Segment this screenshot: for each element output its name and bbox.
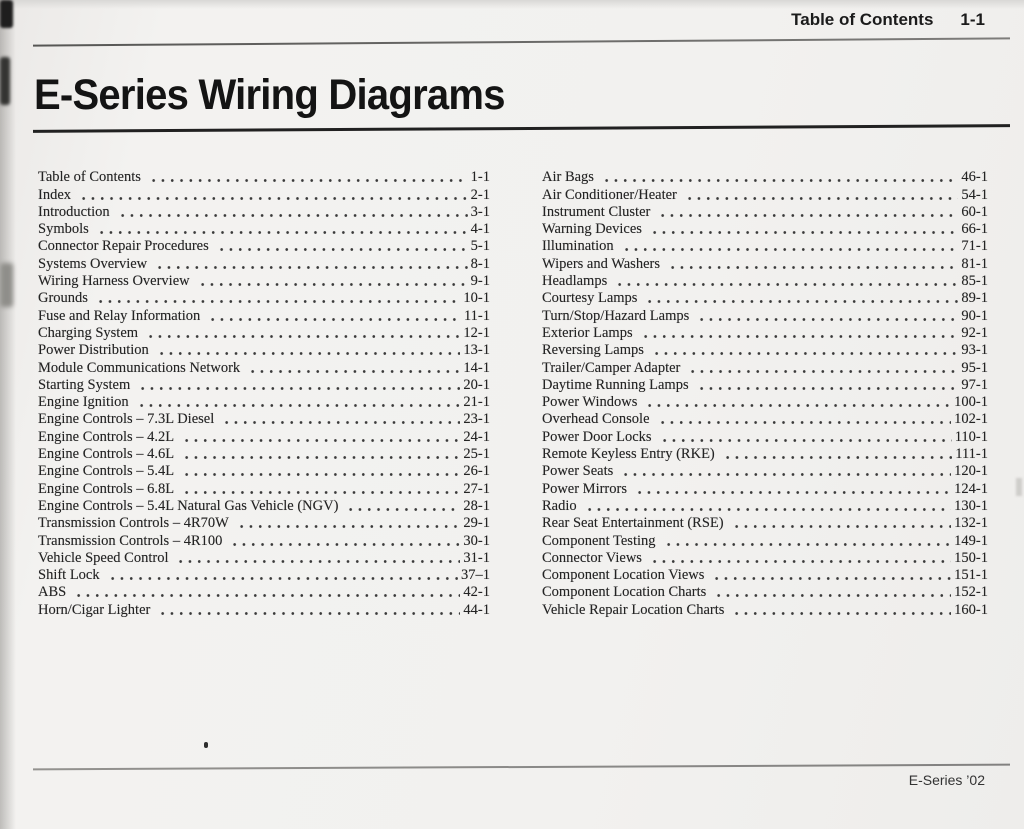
dot-leader xyxy=(215,246,468,252)
toc-entry xyxy=(542,567,988,584)
dot-leader xyxy=(206,316,461,322)
toc-entry-title: Engine Controls – 7.3L Diesel xyxy=(38,411,215,428)
footer-edition-label: E-Series ’02 xyxy=(908,772,985,788)
toc-entry-title: Power Windows xyxy=(542,394,638,411)
toc-entry-title: Shift Lock xyxy=(38,567,100,584)
toc-entry-title: Remote Keyless Entry (RKE) xyxy=(542,446,715,463)
toc-entry-page: 46-1 xyxy=(961,169,988,186)
toc-entry xyxy=(542,186,988,203)
scan-artifact-speck xyxy=(204,742,208,748)
toc-entry xyxy=(38,169,490,186)
toc-entry-page: 29-1 xyxy=(463,515,490,532)
toc-entry-title: Instrument Cluster xyxy=(542,203,651,220)
toc-entry-page: 2-1 xyxy=(470,186,490,203)
toc-entry-title: Connector Views xyxy=(542,549,642,566)
dot-leader xyxy=(94,298,460,304)
toc-entry-title: Courtesy Lamps xyxy=(542,290,638,307)
dot-leader xyxy=(639,333,959,339)
toc-entry xyxy=(38,550,490,567)
toc-entry-title: Engine Controls – 4.2L xyxy=(38,428,175,445)
toc-entry-page: 110-1 xyxy=(954,428,988,445)
toc-entry-title: Engine Ignition xyxy=(38,394,129,411)
dot-leader xyxy=(683,195,959,201)
dot-leader xyxy=(156,610,460,616)
dot-leader xyxy=(648,558,951,564)
toc-entry-title: Index xyxy=(38,186,72,203)
toc-entry-title: Module Communications Network xyxy=(38,359,241,376)
toc-entry-page: 85-1 xyxy=(961,273,988,290)
toc-entry-page: 42-1 xyxy=(463,584,490,601)
toc-entry xyxy=(38,377,490,394)
header-rule xyxy=(33,37,1010,46)
toc-entry-page: 12-1 xyxy=(463,324,490,341)
toc-entry-title: Power Seats xyxy=(542,463,614,480)
toc-entry xyxy=(38,394,490,411)
toc-entry-page: 152-1 xyxy=(954,584,988,601)
toc-entry-title: Vehicle Speed Control xyxy=(38,549,169,566)
toc-entry-title: Radio xyxy=(542,497,577,514)
toc-entry xyxy=(542,325,988,342)
toc-entry-page: 27-1 xyxy=(463,480,490,497)
toc-entry-title: Connector Repair Procedures xyxy=(38,238,209,255)
scan-top-shadow xyxy=(0,0,1024,9)
toc-entry-page: 130-1 xyxy=(954,497,988,514)
toc-entry xyxy=(542,428,988,445)
toc-column-right xyxy=(542,169,988,619)
dot-leader xyxy=(196,281,468,287)
toc-entry-page: 149-1 xyxy=(954,532,988,549)
dot-leader xyxy=(235,523,461,529)
dot-leader xyxy=(695,316,958,322)
toc-entry-page: 26-1 xyxy=(463,463,490,480)
toc-entry xyxy=(542,255,988,272)
table-of-contents xyxy=(38,169,988,619)
toc-entry xyxy=(542,498,988,515)
toc-entry xyxy=(38,480,490,497)
toc-entry-title: Illumination xyxy=(542,238,614,255)
page-header xyxy=(791,10,985,30)
toc-entry xyxy=(38,428,490,445)
scan-artifact-smudge xyxy=(0,57,10,105)
toc-entry-title: Exterior Lamps xyxy=(542,324,633,341)
title-rule xyxy=(33,124,1010,133)
scan-artifact-smudge xyxy=(0,0,13,28)
dot-leader xyxy=(613,281,958,287)
dot-leader xyxy=(643,402,951,408)
toc-entry xyxy=(542,204,988,221)
toc-entry-title: Horn/Cigar Lighter xyxy=(38,601,151,618)
toc-entry-title: Wiring Harness Overview xyxy=(38,273,190,290)
toc-entry xyxy=(542,238,988,255)
toc-entry-title: Power Mirrors xyxy=(542,480,627,497)
dot-leader xyxy=(600,177,958,183)
dot-leader xyxy=(155,350,461,356)
toc-entry-title: Power Distribution xyxy=(38,342,149,359)
toc-entry-page: 120-1 xyxy=(954,463,988,480)
toc-entry-title: Fuse and Relay Information xyxy=(38,307,201,324)
toc-entry-page: 160-1 xyxy=(954,601,988,618)
toc-entry-page: 111-1 xyxy=(955,446,988,463)
scan-artifact-smudge xyxy=(0,263,13,307)
dot-leader xyxy=(106,575,458,581)
toc-entry-title: ABS xyxy=(38,584,67,601)
toc-entry xyxy=(38,359,490,376)
toc-entry xyxy=(38,204,490,221)
toc-entry xyxy=(542,359,988,376)
toc-entry-page: 92-1 xyxy=(961,324,988,341)
toc-entry-page: 21-1 xyxy=(463,394,490,411)
toc-entry-title: Engine Controls – 6.8L xyxy=(38,480,175,497)
toc-entry-title: Air Bags xyxy=(542,169,594,186)
toc-entry-title: Trailer/Camper Adapter xyxy=(542,359,681,376)
toc-entry-title: Reversing Lamps xyxy=(542,342,644,359)
toc-entry-title: Systems Overview xyxy=(38,255,148,272)
toc-entry-page: 1-1 xyxy=(470,169,490,186)
toc-entry-title: Transmission Controls – 4R100 xyxy=(38,532,223,549)
toc-entry-page: 10-1 xyxy=(463,290,490,307)
toc-entry-page: 90-1 xyxy=(961,307,988,324)
toc-entry xyxy=(38,255,490,272)
toc-entry xyxy=(542,342,988,359)
toc-entry-page: 5-1 xyxy=(470,238,490,255)
toc-entry-page: 124-1 xyxy=(954,480,988,497)
scan-artifact-edge-mark xyxy=(1016,478,1022,496)
toc-entry-title: Turn/Stop/Hazard Lamps xyxy=(542,307,690,324)
toc-entry-title: Component Location Views xyxy=(542,567,705,584)
toc-entry-page: 30-1 xyxy=(463,532,490,549)
toc-entry xyxy=(542,273,988,290)
dot-leader xyxy=(246,368,460,374)
toc-entry-page: 25-1 xyxy=(463,446,490,463)
toc-entry xyxy=(38,601,490,618)
dot-leader xyxy=(344,506,460,512)
toc-entry xyxy=(542,221,988,238)
toc-entry-page: 81-1 xyxy=(961,255,988,272)
toc-entry-title: Charging System xyxy=(38,324,139,341)
toc-entry xyxy=(542,601,988,618)
toc-entry xyxy=(542,584,988,601)
toc-entry xyxy=(38,290,490,307)
toc-entry xyxy=(542,307,988,324)
toc-entry-page: 102-1 xyxy=(954,411,988,428)
dot-leader xyxy=(180,471,460,477)
dot-leader xyxy=(116,212,468,218)
page-title: E-Series Wiring Diagrams xyxy=(34,71,505,119)
dot-leader xyxy=(656,419,952,425)
toc-entry-page: 14-1 xyxy=(463,359,490,376)
toc-entry-title: Overhead Console xyxy=(542,411,650,428)
toc-entry-title: Air Conditioner/Heater xyxy=(542,186,677,203)
dot-leader xyxy=(228,541,460,547)
toc-entry xyxy=(38,446,490,463)
toc-entry-title: Headlamps xyxy=(542,273,608,290)
toc-entry xyxy=(38,221,490,238)
dot-leader xyxy=(730,523,952,529)
scan-left-edge-shadow xyxy=(0,0,16,829)
toc-entry xyxy=(542,446,988,463)
dot-leader xyxy=(180,489,460,495)
toc-entry xyxy=(38,342,490,359)
dot-leader xyxy=(95,229,468,235)
toc-entry-page: 66-1 xyxy=(961,221,988,238)
toc-entry xyxy=(542,463,988,480)
dot-leader xyxy=(220,419,460,425)
toc-entry-page: 93-1 xyxy=(961,342,988,359)
header-page-number: 1-1 xyxy=(960,10,985,29)
dot-leader xyxy=(619,471,951,477)
toc-entry-title: Engine Controls – 5.4L xyxy=(38,463,175,480)
toc-entry-page: 132-1 xyxy=(954,515,988,532)
dot-leader xyxy=(144,333,460,339)
toc-entry xyxy=(38,463,490,480)
toc-entry-title: Wipers and Washers xyxy=(542,255,660,272)
dot-leader xyxy=(686,368,958,374)
dot-leader xyxy=(180,454,460,460)
dot-leader xyxy=(77,195,468,201)
dot-leader xyxy=(650,350,959,356)
toc-entry-page: 71-1 xyxy=(961,238,988,255)
toc-entry xyxy=(38,498,490,515)
toc-entry-page: 60-1 xyxy=(961,203,988,220)
dot-leader xyxy=(643,298,958,304)
dot-leader xyxy=(633,489,951,495)
dot-leader xyxy=(72,592,460,598)
toc-entry xyxy=(542,290,988,307)
dot-leader xyxy=(136,385,460,391)
toc-entry-title: Vehicle Repair Location Charts xyxy=(542,601,725,618)
toc-entry xyxy=(542,394,988,411)
toc-entry-title: Daytime Running Lamps xyxy=(542,376,689,393)
dot-leader xyxy=(153,264,468,270)
header-section-label: Table of Contents xyxy=(791,10,934,29)
toc-entry xyxy=(542,550,988,567)
toc-entry xyxy=(38,307,490,324)
toc-entry-page: 95-1 xyxy=(961,359,988,376)
toc-entry xyxy=(38,238,490,255)
toc-entry xyxy=(542,377,988,394)
toc-entry-title: Engine Controls – 5.4L Natural Gas Vehicle (NGV) xyxy=(38,497,339,514)
dot-leader xyxy=(666,264,958,270)
toc-entry-title: Grounds xyxy=(38,290,88,307)
toc-entry xyxy=(542,411,988,428)
dot-leader xyxy=(174,558,460,564)
dot-leader xyxy=(658,437,952,443)
toc-entry-page: 3-1 xyxy=(470,203,490,220)
toc-entry-page: 9-1 xyxy=(470,273,490,290)
toc-entry-page: 151-1 xyxy=(954,567,988,584)
dot-leader xyxy=(656,212,958,218)
toc-entry-page: 31-1 xyxy=(463,549,490,566)
toc-entry-page: 24-1 xyxy=(463,428,490,445)
toc-entry-page: 100-1 xyxy=(954,394,988,411)
toc-entry xyxy=(542,532,988,549)
toc-entry xyxy=(542,515,988,532)
toc-entry-page: 89-1 xyxy=(961,290,988,307)
dot-leader xyxy=(695,385,959,391)
dot-leader xyxy=(648,229,959,235)
toc-entry-page: 8-1 xyxy=(470,255,490,272)
toc-entry-page: 44-1 xyxy=(463,601,490,618)
toc-entry-page: 4-1 xyxy=(470,221,490,238)
toc-entry-page: 97-1 xyxy=(961,376,988,393)
toc-entry-page: 37–1 xyxy=(461,567,490,584)
toc-entry-title: Component Testing xyxy=(542,532,656,549)
toc-entry xyxy=(542,169,988,186)
toc-entry xyxy=(38,273,490,290)
toc-entry-title: Engine Controls – 4.6L xyxy=(38,446,175,463)
toc-entry xyxy=(38,567,490,584)
toc-entry-page: 23-1 xyxy=(463,411,490,428)
toc-entry-page: 11-1 xyxy=(463,307,490,324)
toc-entry xyxy=(38,532,490,549)
toc-entry-title: Power Door Locks xyxy=(542,428,652,445)
dot-leader xyxy=(710,575,951,581)
toc-entry-title: Component Location Charts xyxy=(542,584,707,601)
toc-entry-title: Starting System xyxy=(38,376,131,393)
dot-leader xyxy=(135,402,461,408)
toc-entry xyxy=(38,584,490,601)
dot-leader xyxy=(180,437,460,443)
toc-column-left xyxy=(38,169,490,619)
toc-entry-page: 54-1 xyxy=(961,186,988,203)
dot-leader xyxy=(620,246,959,252)
toc-entry xyxy=(542,480,988,497)
toc-entry xyxy=(38,186,490,203)
toc-entry-title: Transmission Controls – 4R70W xyxy=(38,515,229,532)
toc-entry-page: 150-1 xyxy=(954,549,988,566)
toc-entry-title: Table of Contents xyxy=(38,169,141,186)
toc-entry-page: 13-1 xyxy=(463,342,490,359)
toc-entry-page: 28-1 xyxy=(463,497,490,514)
dot-leader xyxy=(721,454,952,460)
dot-leader xyxy=(730,610,951,616)
toc-entry-title: Rear Seat Entertainment (RSE) xyxy=(542,515,724,532)
toc-entry-title: Symbols xyxy=(38,221,89,238)
dot-leader xyxy=(662,541,952,547)
toc-entry xyxy=(38,515,490,532)
toc-entry xyxy=(38,325,490,342)
dot-leader xyxy=(147,177,468,183)
dot-leader xyxy=(712,592,951,598)
toc-entry-page: 20-1 xyxy=(463,376,490,393)
footer-rule xyxy=(33,764,1010,771)
dot-leader xyxy=(583,506,952,512)
toc-entry-title: Warning Devices xyxy=(542,221,642,238)
toc-entry xyxy=(38,411,490,428)
toc-entry-title: Introduction xyxy=(38,203,110,220)
